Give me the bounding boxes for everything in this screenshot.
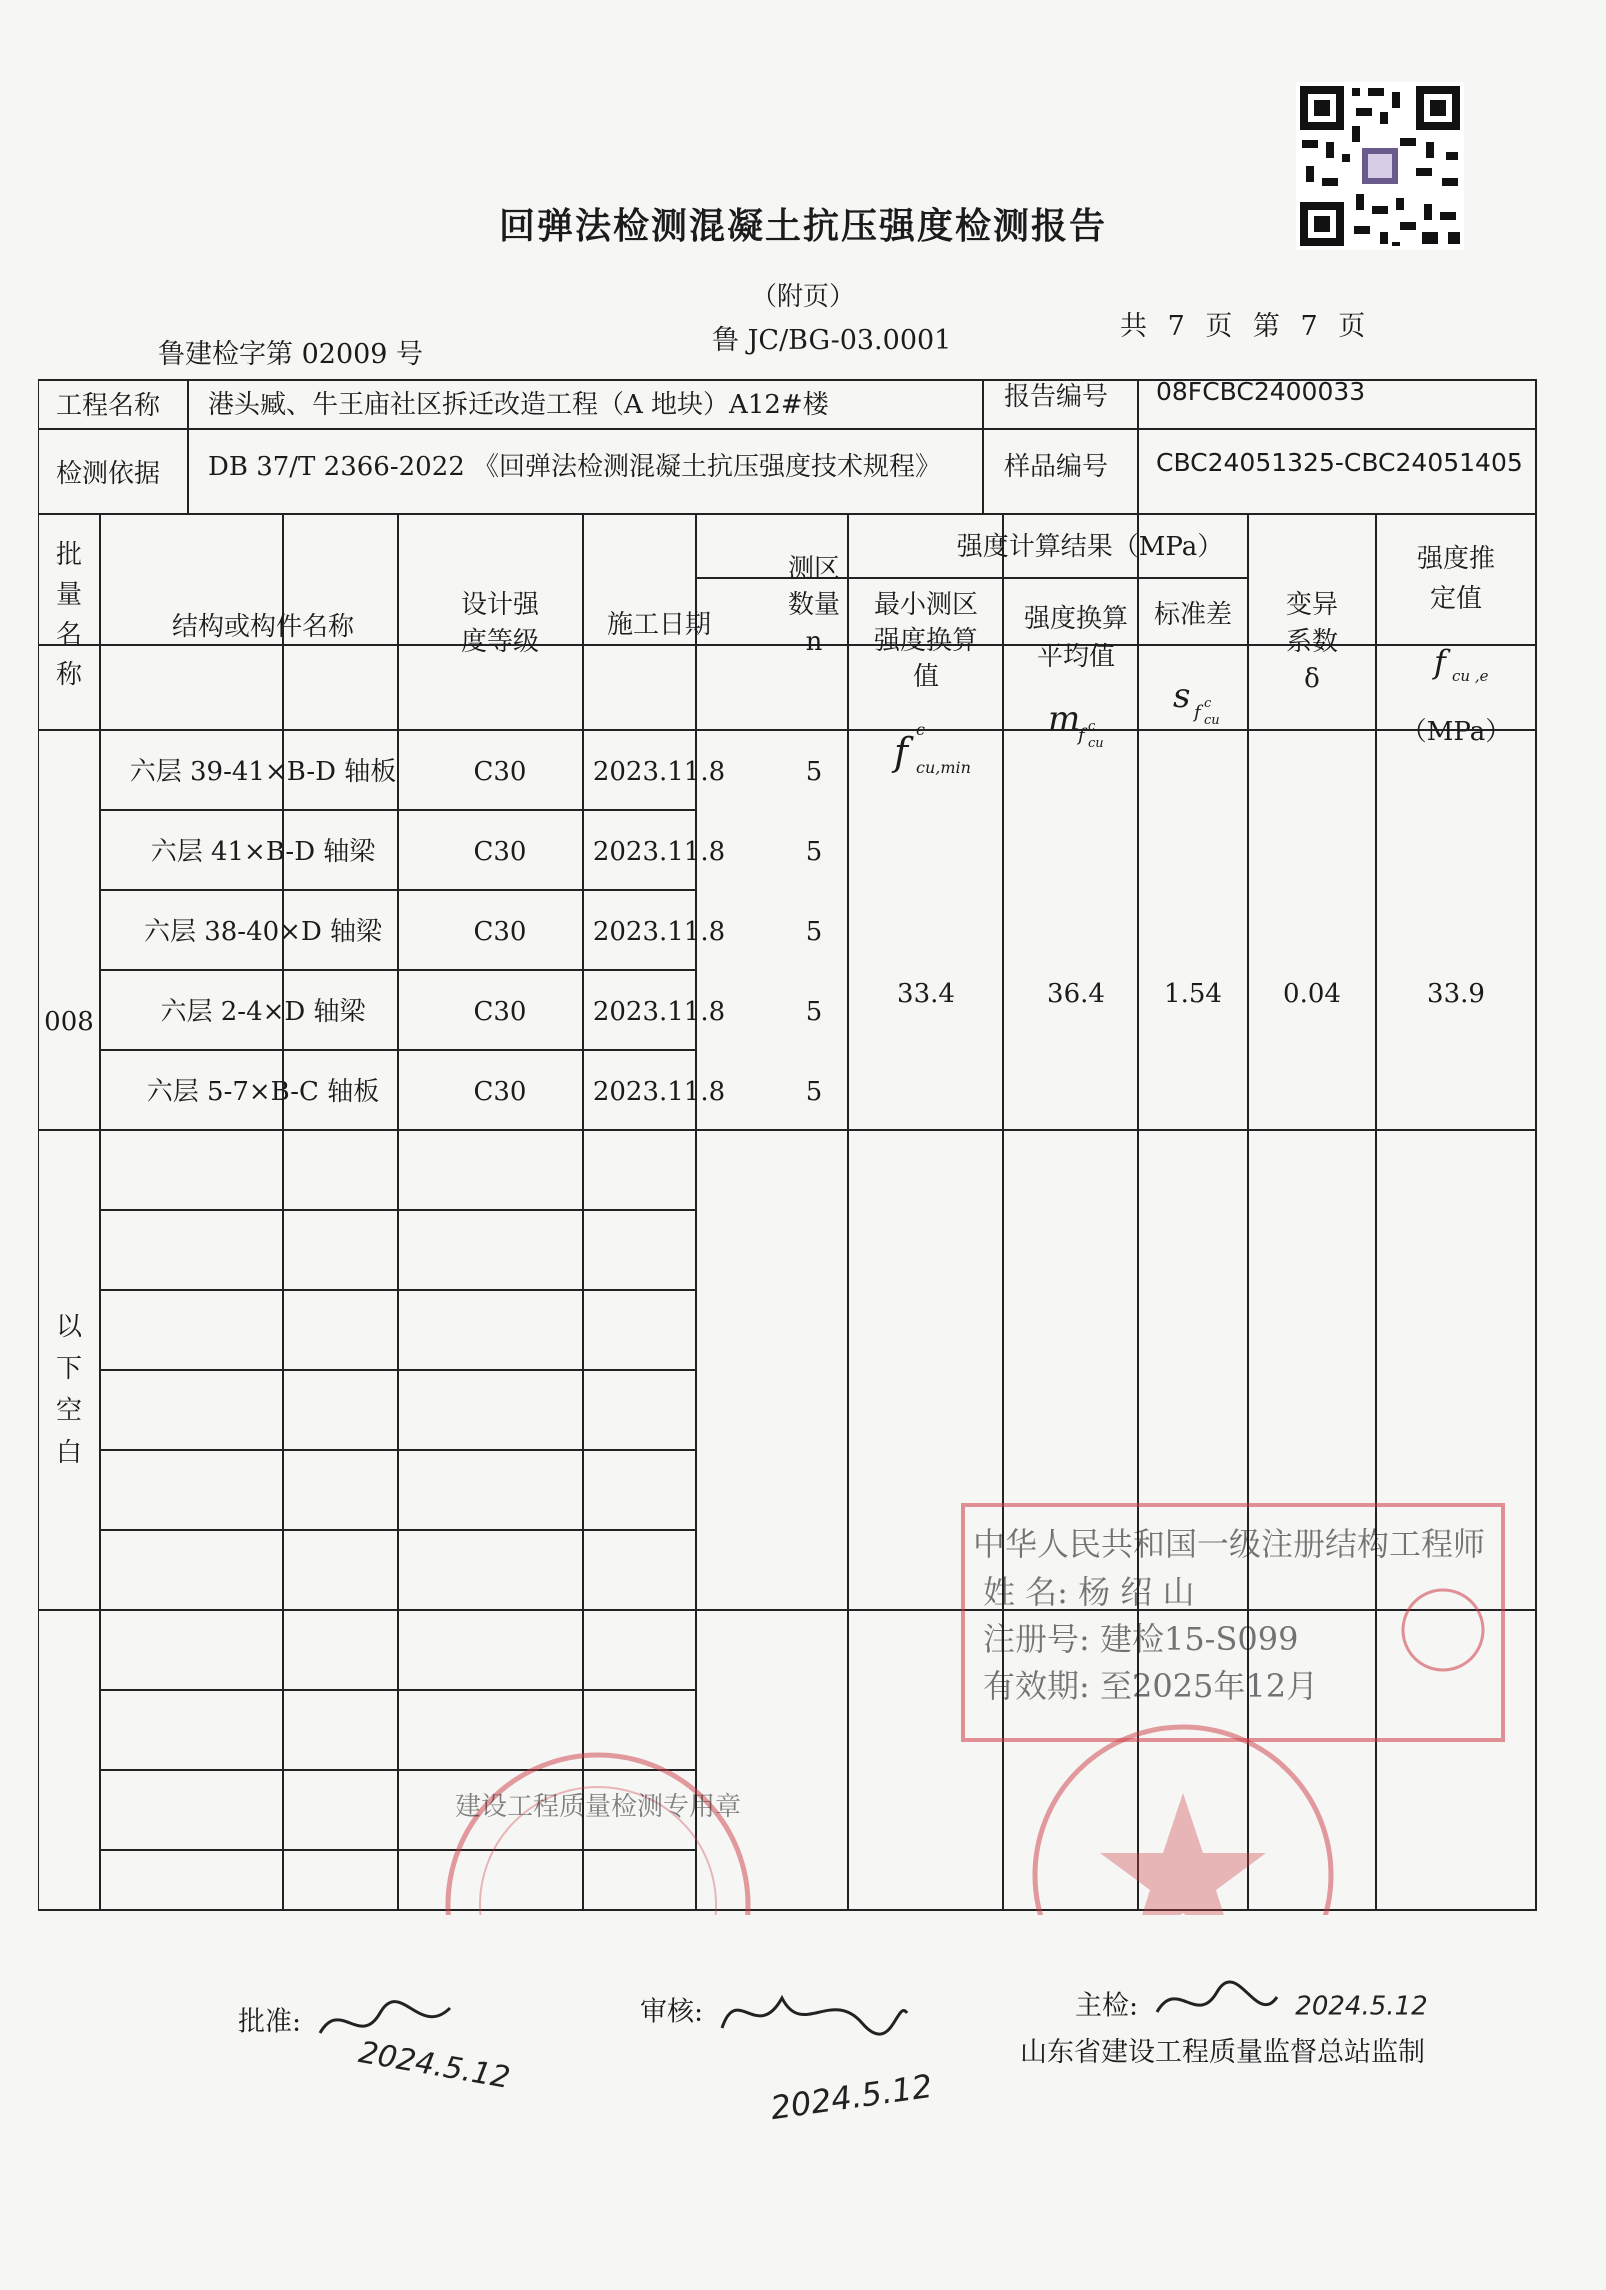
sym-est-sub: cu ,e	[1452, 667, 1489, 685]
inspect-date: 2024.5.12	[1295, 1991, 1428, 2022]
hdr-zone-1: 测区	[787, 554, 841, 584]
sym-mean-m: m	[1048, 699, 1081, 739]
basis-label: 检测依据	[56, 459, 161, 489]
zone-count: 5	[805, 1077, 823, 1107]
build-date: 2023.11.8	[592, 837, 726, 867]
hdr-batch-3: 名	[55, 620, 83, 650]
engineer-stamp-reg: 注册号: 建检15-S099	[983, 1620, 1299, 1658]
basis-value: DB 37/T 2366-2022 《回弹法检测混凝土抗压强度技术规程》	[208, 452, 942, 482]
zone-count: 5	[805, 917, 823, 947]
sample-no-value: CBC24051325-CBC24051405	[1156, 448, 1523, 477]
sym-est-f: f	[1434, 643, 1446, 681]
lab-stamp-left-text: 建设工程质量检测专用章	[454, 1792, 742, 1822]
hdr-batch-4: 称	[55, 660, 83, 690]
footer-issuer: 山东省建设工程质量监督总站监制	[1020, 2037, 1425, 2068]
report-no-label: 报告编号	[1004, 382, 1109, 412]
sym-min-f: f	[894, 730, 909, 774]
hdr-cv-3: δ	[1304, 664, 1320, 694]
sym-mean-sup: c	[1088, 719, 1096, 734]
cv-value: 0.04	[1283, 979, 1341, 1009]
report-no-value: 08FCBC2400033	[1156, 377, 1366, 406]
hdr-min-1: 最小测区	[873, 590, 979, 620]
review-label: 审核:	[640, 1996, 704, 2028]
document-subtitle: （附页）	[750, 282, 855, 312]
min-zone-value: 33.4	[897, 979, 955, 1009]
table-row	[151, 837, 823, 867]
hdr-min-2: 强度换算	[873, 626, 979, 656]
hdr-mean-2: 平均值	[1036, 642, 1116, 672]
table-row	[144, 917, 822, 947]
estimate-value: 33.9	[1427, 979, 1485, 1009]
hdr-strength-group: 强度计算结果（MPa）	[956, 532, 1224, 562]
hdr-zone-2: 数量	[787, 590, 841, 620]
sym-std-s: s	[1173, 676, 1191, 716]
blank-label-3: 空	[55, 1396, 83, 1426]
hdr-grade-2: 度等级	[460, 627, 540, 657]
sample-no-label: 样品编号	[1004, 452, 1109, 482]
report-table	[38, 345, 1538, 1915]
sym-std-subsub: cu	[1204, 713, 1220, 728]
review-signature	[640, 1978, 935, 2128]
design-grade: C30	[473, 917, 527, 947]
table-row	[147, 1077, 823, 1107]
project-label: 工程名称	[56, 391, 161, 421]
hdr-cv-2: 系数	[1285, 627, 1339, 657]
blank-label-2: 下	[55, 1354, 83, 1384]
star-icon	[1100, 1793, 1266, 1915]
hdr-zone-3: n	[805, 627, 823, 657]
hdr-batch-2: 量	[55, 580, 83, 610]
member-name: 六层 41×B-D 轴梁	[150, 837, 376, 867]
engineer-emblem-icon	[1403, 1590, 1483, 1670]
approve-label: 批准:	[238, 2006, 302, 2038]
hdr-est-2: 定值	[1429, 584, 1483, 614]
blank-label-1: 以	[55, 1312, 83, 1342]
member-name: 六层 38-40×D 轴梁	[143, 917, 383, 947]
lab-stamp-right	[1035, 1727, 1331, 1915]
table-row	[130, 757, 823, 787]
member-name: 六层 39-41×B-D 轴板	[129, 757, 397, 787]
build-date: 2023.11.8	[592, 997, 726, 1027]
hdr-min-3: 值	[912, 662, 940, 692]
build-date: 2023.11.8	[592, 917, 726, 947]
sym-min-sup: c	[916, 720, 925, 739]
document-title: 回弹法检测混凝土抗压强度检测报告	[498, 205, 1107, 247]
hdr-grade-1: 设计强	[460, 590, 540, 620]
hdr-std: 标准差	[1153, 600, 1233, 630]
license-number: 鲁建检字第 02009 号	[158, 339, 424, 370]
lab-stamp-left	[448, 1755, 748, 1915]
review-signature-icon	[712, 1978, 912, 2048]
engineer-stamp	[963, 1505, 1503, 1740]
design-grade: C30	[473, 837, 527, 867]
engineer-stamp-name: 姓 名: 杨 绍 山	[983, 1573, 1195, 1611]
hdr-build-date: 施工日期	[606, 610, 712, 640]
page-info: 共 7 页 第 7 页	[1120, 311, 1372, 342]
inspect-label: 主检:	[1075, 1990, 1139, 2022]
sym-mean-f: f	[1078, 725, 1085, 746]
engineer-stamp-title: 中华人民共和国一级注册结构工程师	[973, 1525, 1486, 1563]
approve-date: 2024.5.12	[356, 2035, 513, 2096]
hdr-cv-1: 变异	[1285, 590, 1339, 620]
member-name: 六层 5-7×B-C 轴板	[146, 1077, 380, 1107]
form-code: 鲁 JC/BG-03.0001	[712, 325, 952, 356]
hdr-mean-1: 强度换算	[1023, 604, 1129, 634]
sym-mean-subsub: cu	[1088, 736, 1104, 751]
hdr-est-1: 强度推	[1416, 544, 1496, 574]
review-date: 2024.5.12	[768, 2066, 935, 2128]
blank-label-4: 白	[55, 1438, 83, 1468]
batch-name: 008	[44, 1007, 94, 1037]
project-value: 港头臧、牛王庙社区拆迁改造工程（A 地块）A12#楼	[208, 390, 829, 420]
mean-value: 36.4	[1047, 979, 1105, 1009]
zone-count: 5	[805, 837, 823, 867]
hdr-member-name: 结构或构件名称	[171, 612, 355, 642]
approve-signature	[238, 1988, 513, 2096]
engineer-stamp-valid: 有效期: 至2025年12月	[983, 1667, 1319, 1705]
hdr-batch-1: 批	[55, 540, 83, 570]
sym-std-f: f	[1194, 702, 1201, 723]
std-value: 1.54	[1164, 979, 1222, 1009]
build-date: 2023.11.8	[592, 757, 726, 787]
build-date: 2023.11.8	[592, 1077, 726, 1107]
sym-std-sup: c	[1204, 696, 1212, 711]
design-grade: C30	[473, 757, 527, 787]
design-grade: C30	[473, 997, 527, 1027]
sym-min-sub: cu,min	[916, 758, 971, 777]
design-grade: C30	[473, 1077, 527, 1107]
zone-count: 5	[805, 997, 823, 1027]
hdr-est-unit: （MPa）	[1400, 717, 1512, 747]
member-name: 六层 2-4×D 轴梁	[160, 997, 366, 1027]
zone-count: 5	[805, 757, 823, 787]
table-row	[160, 997, 822, 1027]
